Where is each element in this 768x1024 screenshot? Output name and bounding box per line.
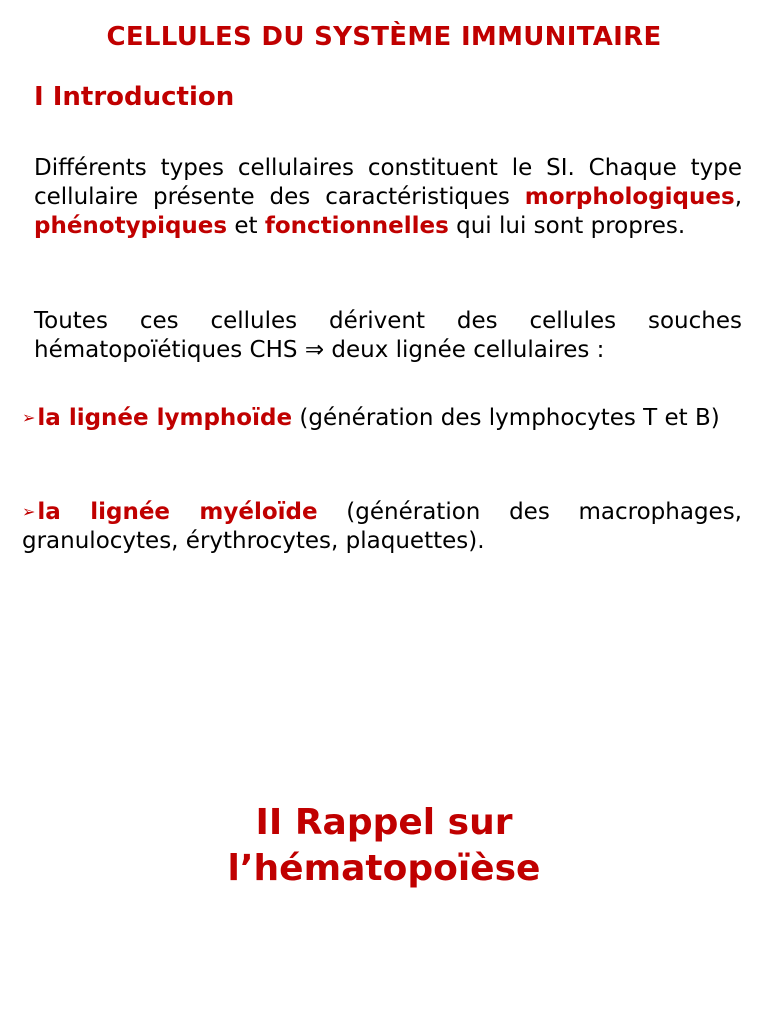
- keyword-morphologiques: morphologiques: [524, 184, 735, 210]
- bullet-keyword: la lignée lymphoïde: [37, 405, 293, 431]
- arrow-bullet-icon: ➢: [22, 408, 36, 427]
- bullet-text: (génération des macrophages, granulocytes, érythrocytes, plaquettes).: [22, 499, 742, 554]
- section-heading-introduction: I Introduction: [34, 82, 235, 112]
- keyword-fonctionnelles: fonctionnelles: [264, 213, 449, 239]
- bullet-item-myeloid: [22, 497, 742, 556]
- page-title: CELLULES DU SYSTÈME IMMUNITAIRE: [106, 22, 662, 52]
- bullet-item-lymphoid: [22, 403, 742, 433]
- bullet-keyword: la lignée myéloïde: [37, 499, 318, 525]
- keyword-phenotypiques: phénotypiques: [34, 213, 228, 239]
- bullet-text: (génération des lymphocytes T et B): [292, 405, 720, 431]
- paragraph-text: Différents types cellulaires constituent le SI. Chaque type cellulaire présente des caractéristiques: [34, 155, 742, 210]
- paragraph-stem-cells: Toutes ces cellules dérivent des cellules souches hématopoïétiques CHS ⇒ deux lignée cellulaires :: [34, 308, 742, 363]
- paragraph-text: ,: [734, 184, 742, 210]
- section-heading-hematopoiesis: [0, 800, 768, 892]
- arrow-bullet-icon: ➢: [22, 502, 36, 521]
- section-heading-line: l’hématopoïèse: [227, 848, 541, 889]
- paragraph-text: qui lui sont propres.: [448, 213, 686, 239]
- paragraph-text: et: [227, 213, 265, 239]
- section-heading-line: II Rappel sur: [255, 802, 513, 843]
- paragraph-cell-types: [34, 154, 742, 241]
